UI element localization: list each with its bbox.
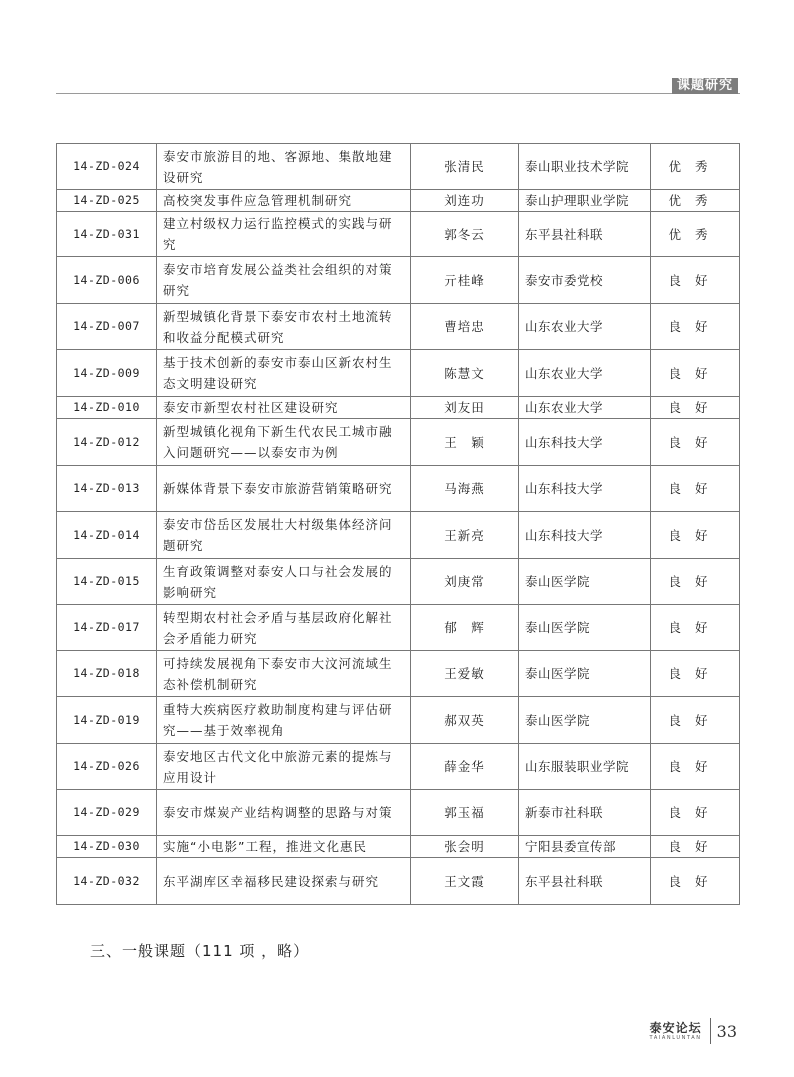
table-row <box>57 350 740 397</box>
project-author: 王 颖 <box>411 419 519 466</box>
table-row <box>57 144 740 190</box>
award-table-body <box>57 144 740 905</box>
project-grade: 良好 <box>651 466 740 512</box>
project-unit: 东平县社科联 <box>519 858 651 905</box>
project-unit: 泰山医学院 <box>519 605 651 651</box>
project-code: 14-ZD-026 <box>57 744 157 790</box>
project-code: 14-ZD-012 <box>57 419 157 466</box>
project-author: 王文霞 <box>411 858 519 905</box>
project-title: 泰安地区古代文化中旅游元素的提炼与应用设计 <box>157 744 411 790</box>
project-code: 14-ZD-015 <box>57 559 157 605</box>
project-grade: 优秀 <box>651 190 740 212</box>
project-grade: 良好 <box>651 836 740 858</box>
project-unit: 山东服装职业学院 <box>519 744 651 790</box>
project-title: 新型城镇化背景下泰安市农村土地流转和收益分配模式研究 <box>157 304 411 350</box>
section-tag: 课题研究 <box>672 78 738 94</box>
project-unit: 泰山医学院 <box>519 697 651 744</box>
project-title: 泰安市旅游目的地、客源地、集散地建设研究 <box>157 144 411 190</box>
project-author: 刘友田 <box>411 397 519 419</box>
project-code: 14-ZD-017 <box>57 605 157 651</box>
project-grade: 良好 <box>651 257 740 304</box>
project-author: 郁 辉 <box>411 605 519 651</box>
project-author: 陈慧文 <box>411 350 519 397</box>
page-number: 33 <box>716 1021 737 1041</box>
project-unit: 山东科技大学 <box>519 466 651 512</box>
header-rule <box>56 93 740 94</box>
project-grade: 良好 <box>651 350 740 397</box>
journal-brand <box>650 1021 702 1042</box>
project-unit: 泰山医学院 <box>519 559 651 605</box>
project-unit: 泰山职业技术学院 <box>519 144 651 190</box>
project-author: 王新亮 <box>411 512 519 559</box>
project-author: 郝双英 <box>411 697 519 744</box>
project-unit: 山东农业大学 <box>519 397 651 419</box>
project-author: 张清民 <box>411 144 519 190</box>
table-row <box>57 697 740 744</box>
journal-name: 泰安论坛 <box>649 1020 702 1035</box>
footer-divider <box>710 1018 711 1044</box>
project-author: 刘庚常 <box>411 559 519 605</box>
table-row <box>57 605 740 651</box>
project-grade: 优秀 <box>651 212 740 257</box>
project-code: 14-ZD-010 <box>57 397 157 419</box>
project-grade: 良好 <box>651 744 740 790</box>
project-code: 14-ZD-013 <box>57 466 157 512</box>
project-author: 马海燕 <box>411 466 519 512</box>
project-title: 生育政策调整对泰安人口与社会发展的影响研究 <box>157 559 411 605</box>
project-title: 泰安市煤炭产业结构调整的思路与对策 <box>157 790 411 836</box>
project-title: 东平湖库区幸福移民建设探索与研究 <box>157 858 411 905</box>
table-row <box>57 790 740 836</box>
project-author: 刘连功 <box>411 190 519 212</box>
project-code: 14-ZD-007 <box>57 304 157 350</box>
table-row <box>57 744 740 790</box>
table-row <box>57 304 740 350</box>
project-author: 张会明 <box>411 836 519 858</box>
project-unit: 山东科技大学 <box>519 512 651 559</box>
project-title: 泰安市培育发展公益类社会组织的对策研究 <box>157 257 411 304</box>
project-author: 王爱敏 <box>411 651 519 697</box>
project-unit: 宁阳县委宣传部 <box>519 836 651 858</box>
project-code: 14-ZD-029 <box>57 790 157 836</box>
table-row <box>57 257 740 304</box>
project-author: 亓桂峰 <box>411 257 519 304</box>
project-author: 曹培忠 <box>411 304 519 350</box>
project-title: 可持续发展视角下泰安市大汶河流域生态补偿机制研究 <box>157 651 411 697</box>
project-code: 14-ZD-032 <box>57 858 157 905</box>
project-unit: 新泰市社科联 <box>519 790 651 836</box>
project-title: 建立村级权力运行监控模式的实践与研究 <box>157 212 411 257</box>
project-code: 14-ZD-018 <box>57 651 157 697</box>
project-unit: 山东科技大学 <box>519 419 651 466</box>
project-grade: 良好 <box>651 858 740 905</box>
project-code: 14-ZD-019 <box>57 697 157 744</box>
project-grade: 良好 <box>651 790 740 836</box>
project-author: 郭玉福 <box>411 790 519 836</box>
project-code: 14-ZD-031 <box>57 212 157 257</box>
award-table <box>56 143 740 905</box>
project-title: 转型期农村社会矛盾与基层政府化解社会矛盾能力研究 <box>157 605 411 651</box>
project-grade: 优秀 <box>651 144 740 190</box>
table-row <box>57 559 740 605</box>
project-unit: 山东农业大学 <box>519 304 651 350</box>
project-code: 14-ZD-030 <box>57 836 157 858</box>
general-topics-heading: 三、一般课题（111 项 ，略） <box>90 942 310 960</box>
project-title: 实施“小电影”工程，推进文化惠民 <box>157 836 411 858</box>
project-title: 重特大疾病医疗救助制度构建与评估研究——基于效率视角 <box>157 697 411 744</box>
project-grade: 良好 <box>651 605 740 651</box>
project-title: 泰安市岱岳区发展壮大村级集体经济问题研究 <box>157 512 411 559</box>
project-grade: 良好 <box>651 397 740 419</box>
project-title: 基于技术创新的泰安市泰山区新农村生态文明建设研究 <box>157 350 411 397</box>
table-row <box>57 397 740 419</box>
table-row <box>57 419 740 466</box>
project-title: 高校突发事件应急管理机制研究 <box>157 190 411 212</box>
journal-name-pinyin: TAIANLUNTAN <box>649 1034 702 1041</box>
page-footer <box>650 1018 737 1044</box>
project-code: 14-ZD-014 <box>57 512 157 559</box>
project-title: 泰安市新型农村社区建设研究 <box>157 397 411 419</box>
project-code: 14-ZD-006 <box>57 257 157 304</box>
table-row <box>57 190 740 212</box>
project-unit: 泰安市委党校 <box>519 257 651 304</box>
project-grade: 良好 <box>651 419 740 466</box>
table-row <box>57 512 740 559</box>
table-row <box>57 858 740 905</box>
project-grade: 良好 <box>651 697 740 744</box>
project-unit: 山东农业大学 <box>519 350 651 397</box>
project-title: 新型城镇化视角下新生代农民工城市融入问题研究——以泰安市为例 <box>157 419 411 466</box>
project-code: 14-ZD-025 <box>57 190 157 212</box>
project-grade: 良好 <box>651 651 740 697</box>
project-code: 14-ZD-024 <box>57 144 157 190</box>
table-row <box>57 651 740 697</box>
table-row <box>57 212 740 257</box>
table-row <box>57 466 740 512</box>
project-author: 薛金华 <box>411 744 519 790</box>
project-grade: 良好 <box>651 559 740 605</box>
project-unit: 泰山护理职业学院 <box>519 190 651 212</box>
project-author: 郭冬云 <box>411 212 519 257</box>
project-title: 新媒体背景下泰安市旅游营销策略研究 <box>157 466 411 512</box>
project-code: 14-ZD-009 <box>57 350 157 397</box>
project-grade: 良好 <box>651 512 740 559</box>
table-row <box>57 836 740 858</box>
project-unit: 东平县社科联 <box>519 212 651 257</box>
project-grade: 良好 <box>651 304 740 350</box>
project-unit: 泰山医学院 <box>519 651 651 697</box>
